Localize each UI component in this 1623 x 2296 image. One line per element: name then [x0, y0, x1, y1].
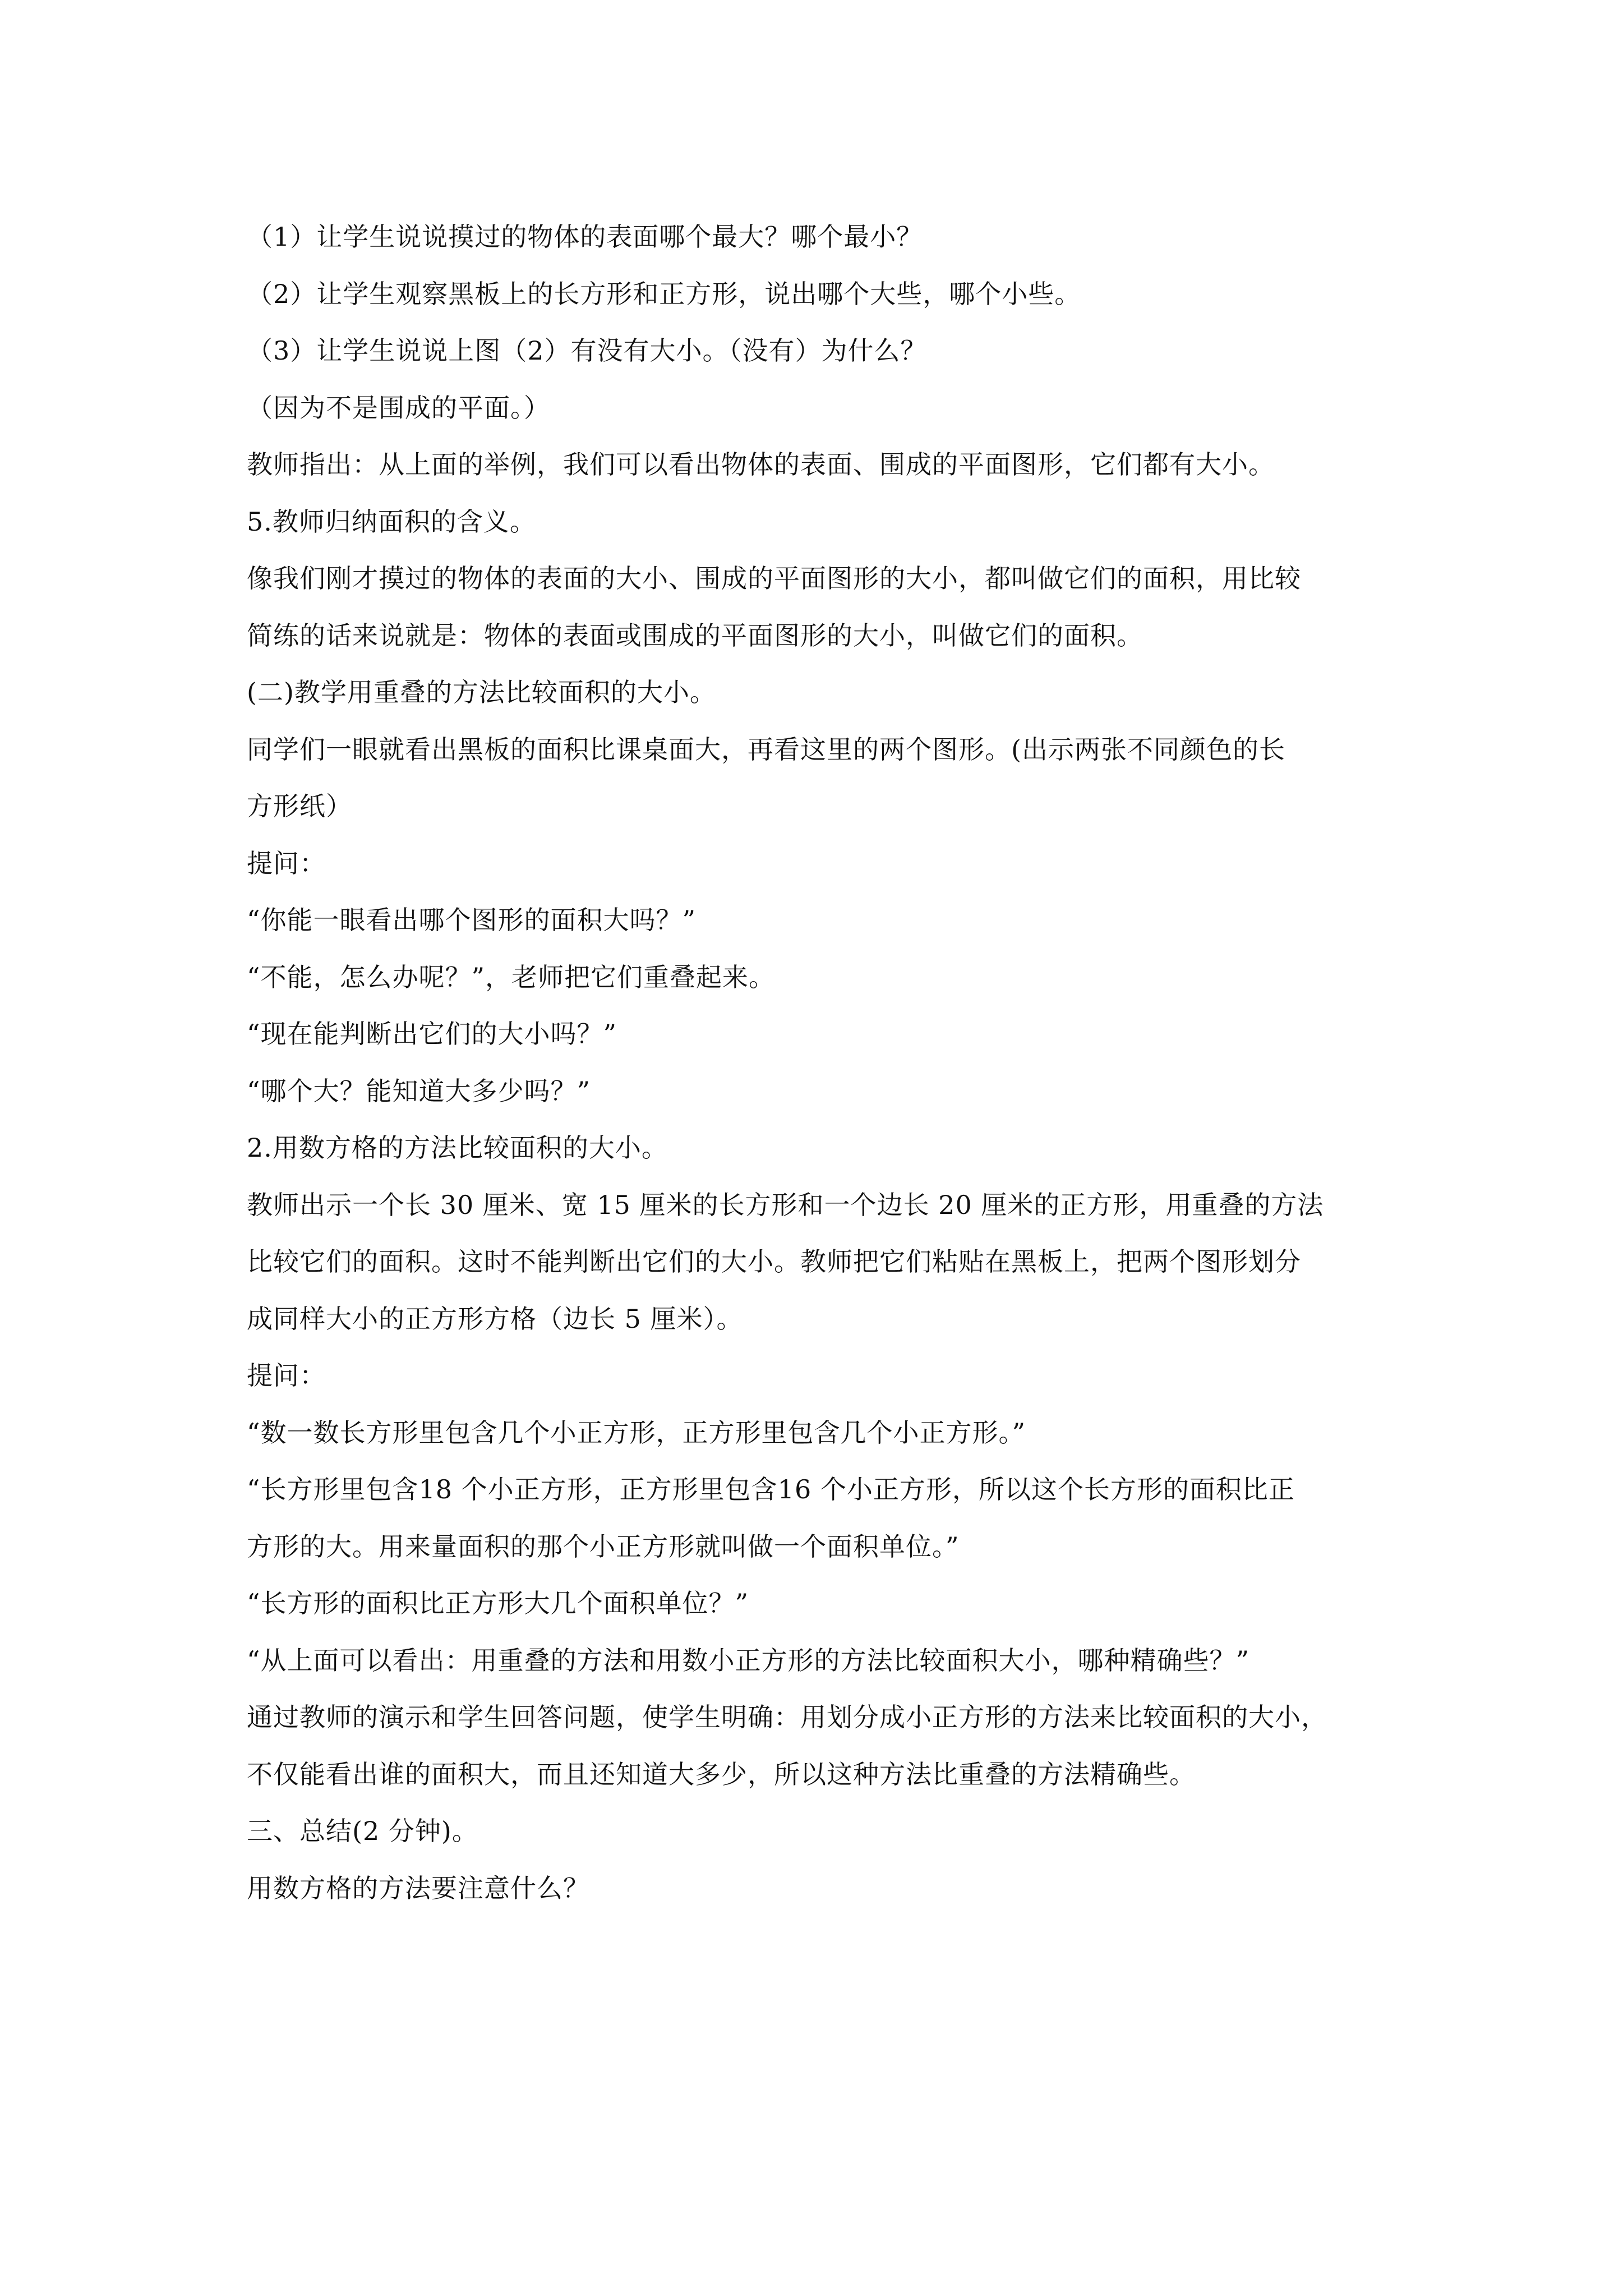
- text-line: 通过教师的演示和学生回答问题，使学生明确：用划分成小正方形的方法来比较面积的大小，: [247, 1702, 1327, 1732]
- quote-line: “现在能判断出它们的大小吗？”: [247, 1019, 617, 1049]
- text-line: 方形纸）: [247, 791, 352, 821]
- section-heading: 5.教师归纳面积的含义。: [247, 506, 536, 537]
- quote-line: “数一数长方形里包含几个小正方形，正方形里包含几个小正方形。”: [247, 1417, 1026, 1448]
- text-line: （因为不是围成的平面。）: [247, 392, 550, 423]
- quote-line: “哪个大？能知道大多少吗？”: [247, 1075, 591, 1106]
- question-label: 提问：: [247, 848, 326, 878]
- text-line: 像我们刚才摸过的物体的表面的大小、围成的平面图形的大小，都叫做它们的面积，用比较: [247, 563, 1301, 593]
- text-line: 用数方格的方法要注意什么？: [247, 1872, 589, 1903]
- quote-line: “长方形里包含18 个小正方形，正方形里包含16 个小正方形，所以这个长方形的面积比正: [247, 1474, 1295, 1504]
- text-line: 不仅能看出谁的面积大，而且还知道大多少，所以这种方法比重叠的方法精确些。: [247, 1759, 1196, 1789]
- text-line: 同学们一眼就看出黑板的面积比课桌面大，再看这里的两个图形。(出示两张不同颜色的长: [247, 734, 1285, 765]
- text-line: （1）让学生说说摸过的物体的表面哪个最大？哪个最小？: [247, 222, 923, 252]
- quote-line: “长方形的面积比正方形大几个面积单位？”: [247, 1588, 749, 1618]
- text-line: （3）让学生说说上图（2）有没有大小。（没有）为什么？: [247, 335, 927, 366]
- text-line: 简练的话来说就是：物体的表面或围成的平面图形的大小，叫做它们的面积。: [247, 620, 1143, 651]
- document-body: [247, 209, 1385, 1917]
- text-line: 教师指出：从上面的举例，我们可以看出物体的表面、围成的平面图形，它们都有大小。: [247, 449, 1275, 480]
- text-line: （2）让学生观察黑板上的长方形和正方形，说出哪个大些，哪个小些。: [247, 278, 1081, 309]
- section-heading: 三、总结(2 分钟)。: [247, 1816, 478, 1846]
- section-heading: (二)教学用重叠的方法比较面积的大小。: [247, 677, 716, 707]
- question-label: 提问：: [247, 1360, 326, 1391]
- text-line: 成同样大小的正方形方格（边长 5 厘米）。: [247, 1303, 743, 1334]
- text-line: 教师出示一个长 30 厘米、宽 15 厘米的长方形和一个边长 20 厘米的正方形，用重叠的方法: [247, 1189, 1324, 1220]
- quote-line: 方形的大。用来量面积的那个小正方形就叫做一个面积单位。”: [247, 1531, 960, 1562]
- quote-line: “你能一眼看出哪个图形的面积大吗？”: [247, 905, 697, 935]
- text-line: 比较它们的面积。这时不能判断出它们的大小。教师把它们粘贴在黑板上，把两个图形划分: [247, 1246, 1301, 1277]
- section-heading: 2.用数方格的方法比较面积的大小。: [247, 1133, 668, 1163]
- quote-line: “从上面可以看出：用重叠的方法和用数小正方形的方法比较面积大小，哪种精确些？”: [247, 1645, 1250, 1676]
- quote-line: “不能，怎么办呢？”，老师把它们重叠起来。: [247, 961, 776, 992]
